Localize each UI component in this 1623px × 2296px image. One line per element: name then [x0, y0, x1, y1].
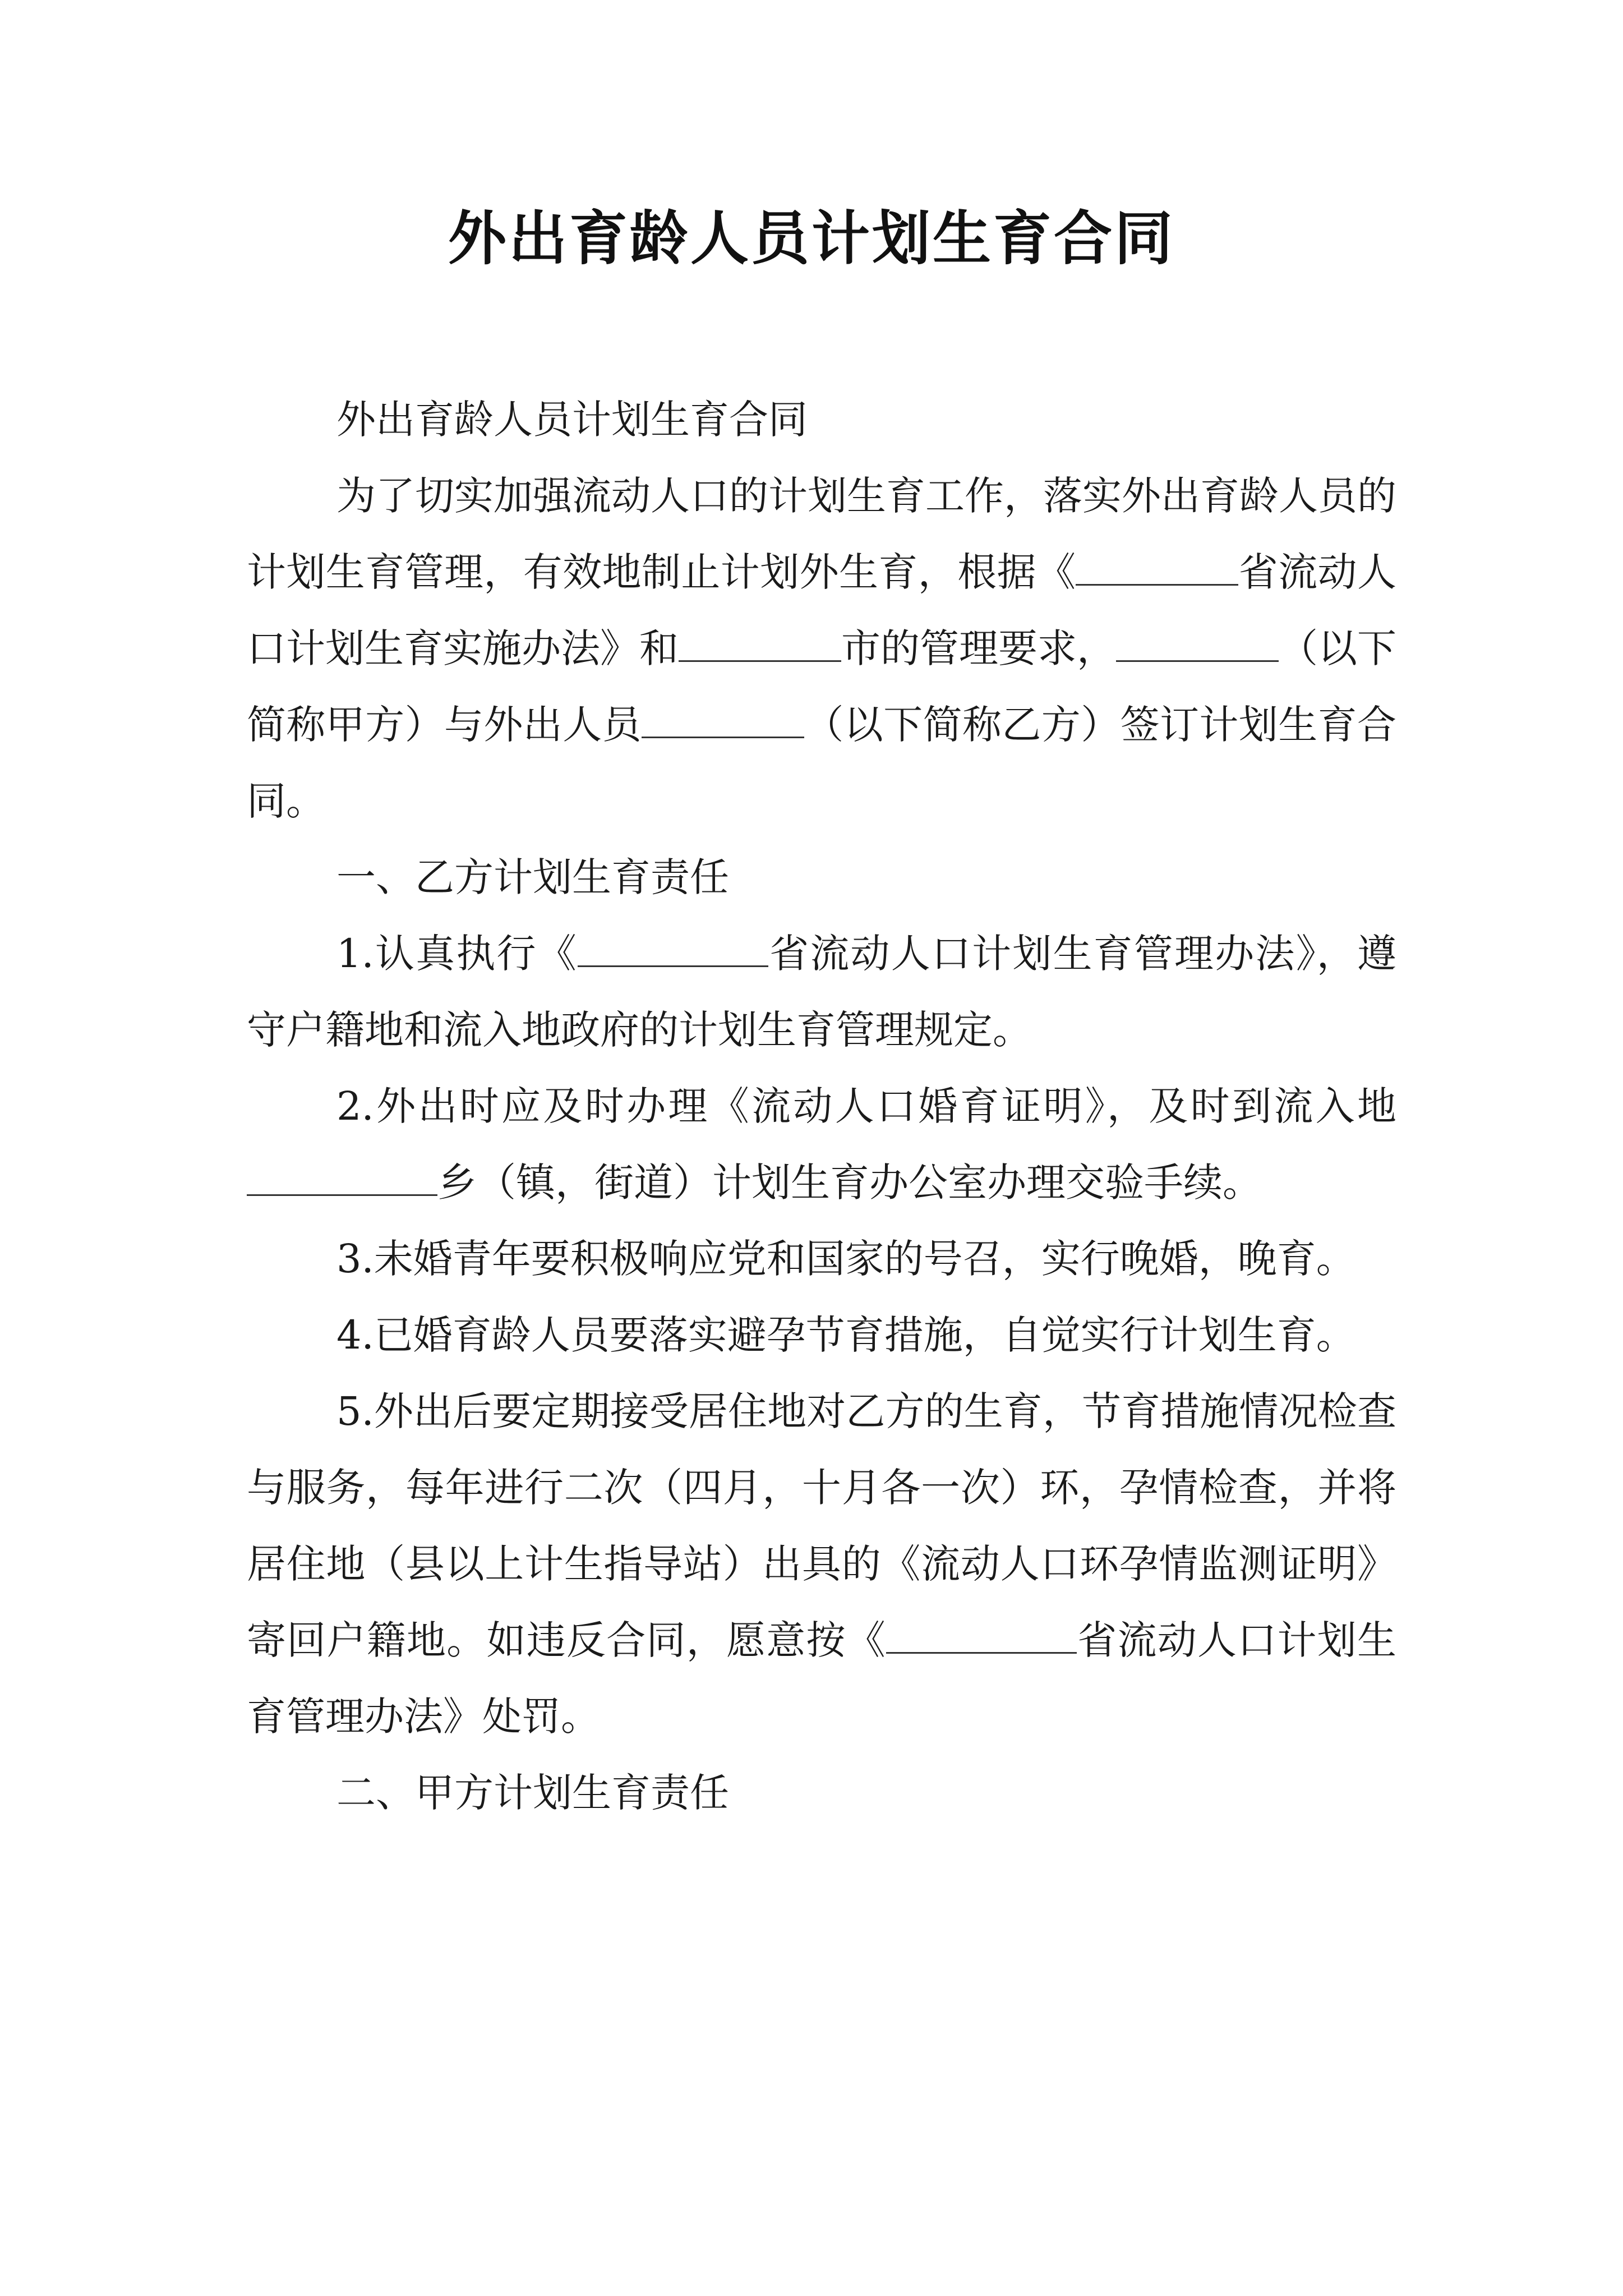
blank-city[interactable]	[679, 623, 841, 662]
text-segment: 1.认真执行《	[336, 931, 578, 977]
text-segment: 市的管理要求，	[841, 625, 1116, 671]
text-segment: 省流动人口计划生育管理办法》处罚。	[247, 1617, 1396, 1740]
clause-2	[247, 1068, 1396, 1221]
section-heading-party-a: 二、甲方计划生育责任	[336, 1770, 729, 1816]
text-segment: 省流动人口计划生育管理办法》，遵守户籍地和流入地政府的计划生育管理规定。	[247, 931, 1396, 1053]
document-title: 外出育龄人员计划生育合同	[448, 204, 1175, 273]
text-segment: （以下简称甲方）与外出人员	[247, 625, 1396, 748]
clause-3: 3.未婚青年要积极响应党和国家的号召，实行晚婚，晚育。	[336, 1236, 1355, 1282]
blank-township[interactable]	[247, 1157, 437, 1196]
text-segment: （以下简称乙方）签订计划生育合同。	[247, 702, 1396, 824]
text-segment: 2.外出时应及时办理《流动人口婚育证明》，及时到流入地	[336, 1083, 1396, 1129]
blank-party-b[interactable]	[642, 700, 804, 738]
clause-4: 4.已婚育龄人员要落实避孕节育措施，自觉实行计划生育。	[336, 1312, 1355, 1358]
blank-party-a[interactable]	[1116, 623, 1279, 662]
blank-province[interactable]	[1076, 547, 1238, 586]
blank-province[interactable]	[578, 928, 768, 967]
blank-province[interactable]	[886, 1615, 1077, 1654]
clause-1	[247, 915, 1396, 1068]
section-heading-party-b: 一、乙方计划生育责任	[336, 854, 729, 900]
text-segment: 乡（镇，街道）计划生育办公室办理交验手续。	[437, 1159, 1262, 1205]
text-segment: 5.外出后要定期接受居住地对乙方的生育，节育措施情况检查与服务，每年进行二次（四月，十月各一次）环，孕情检查，并将居住地（县以上计生指导站）出具的《流动人口环孕情监测证明》寄回户籍地。如违反合同，愿意按《	[247, 1388, 1396, 1663]
clause-5	[247, 1373, 1396, 1755]
document-body	[247, 381, 1396, 1831]
text-segment: 为了切实加强流动人口的计划生育工作，落实外出育龄人员的计划生育管理，有效地制止计划外生育，根据《	[247, 473, 1396, 595]
paragraph-preamble	[247, 458, 1396, 839]
paragraph-heading-repeat: 外出育龄人员计划生育合同	[336, 397, 808, 443]
text-segment: 省流动人口计划生育实施办法》和	[247, 549, 1397, 671]
